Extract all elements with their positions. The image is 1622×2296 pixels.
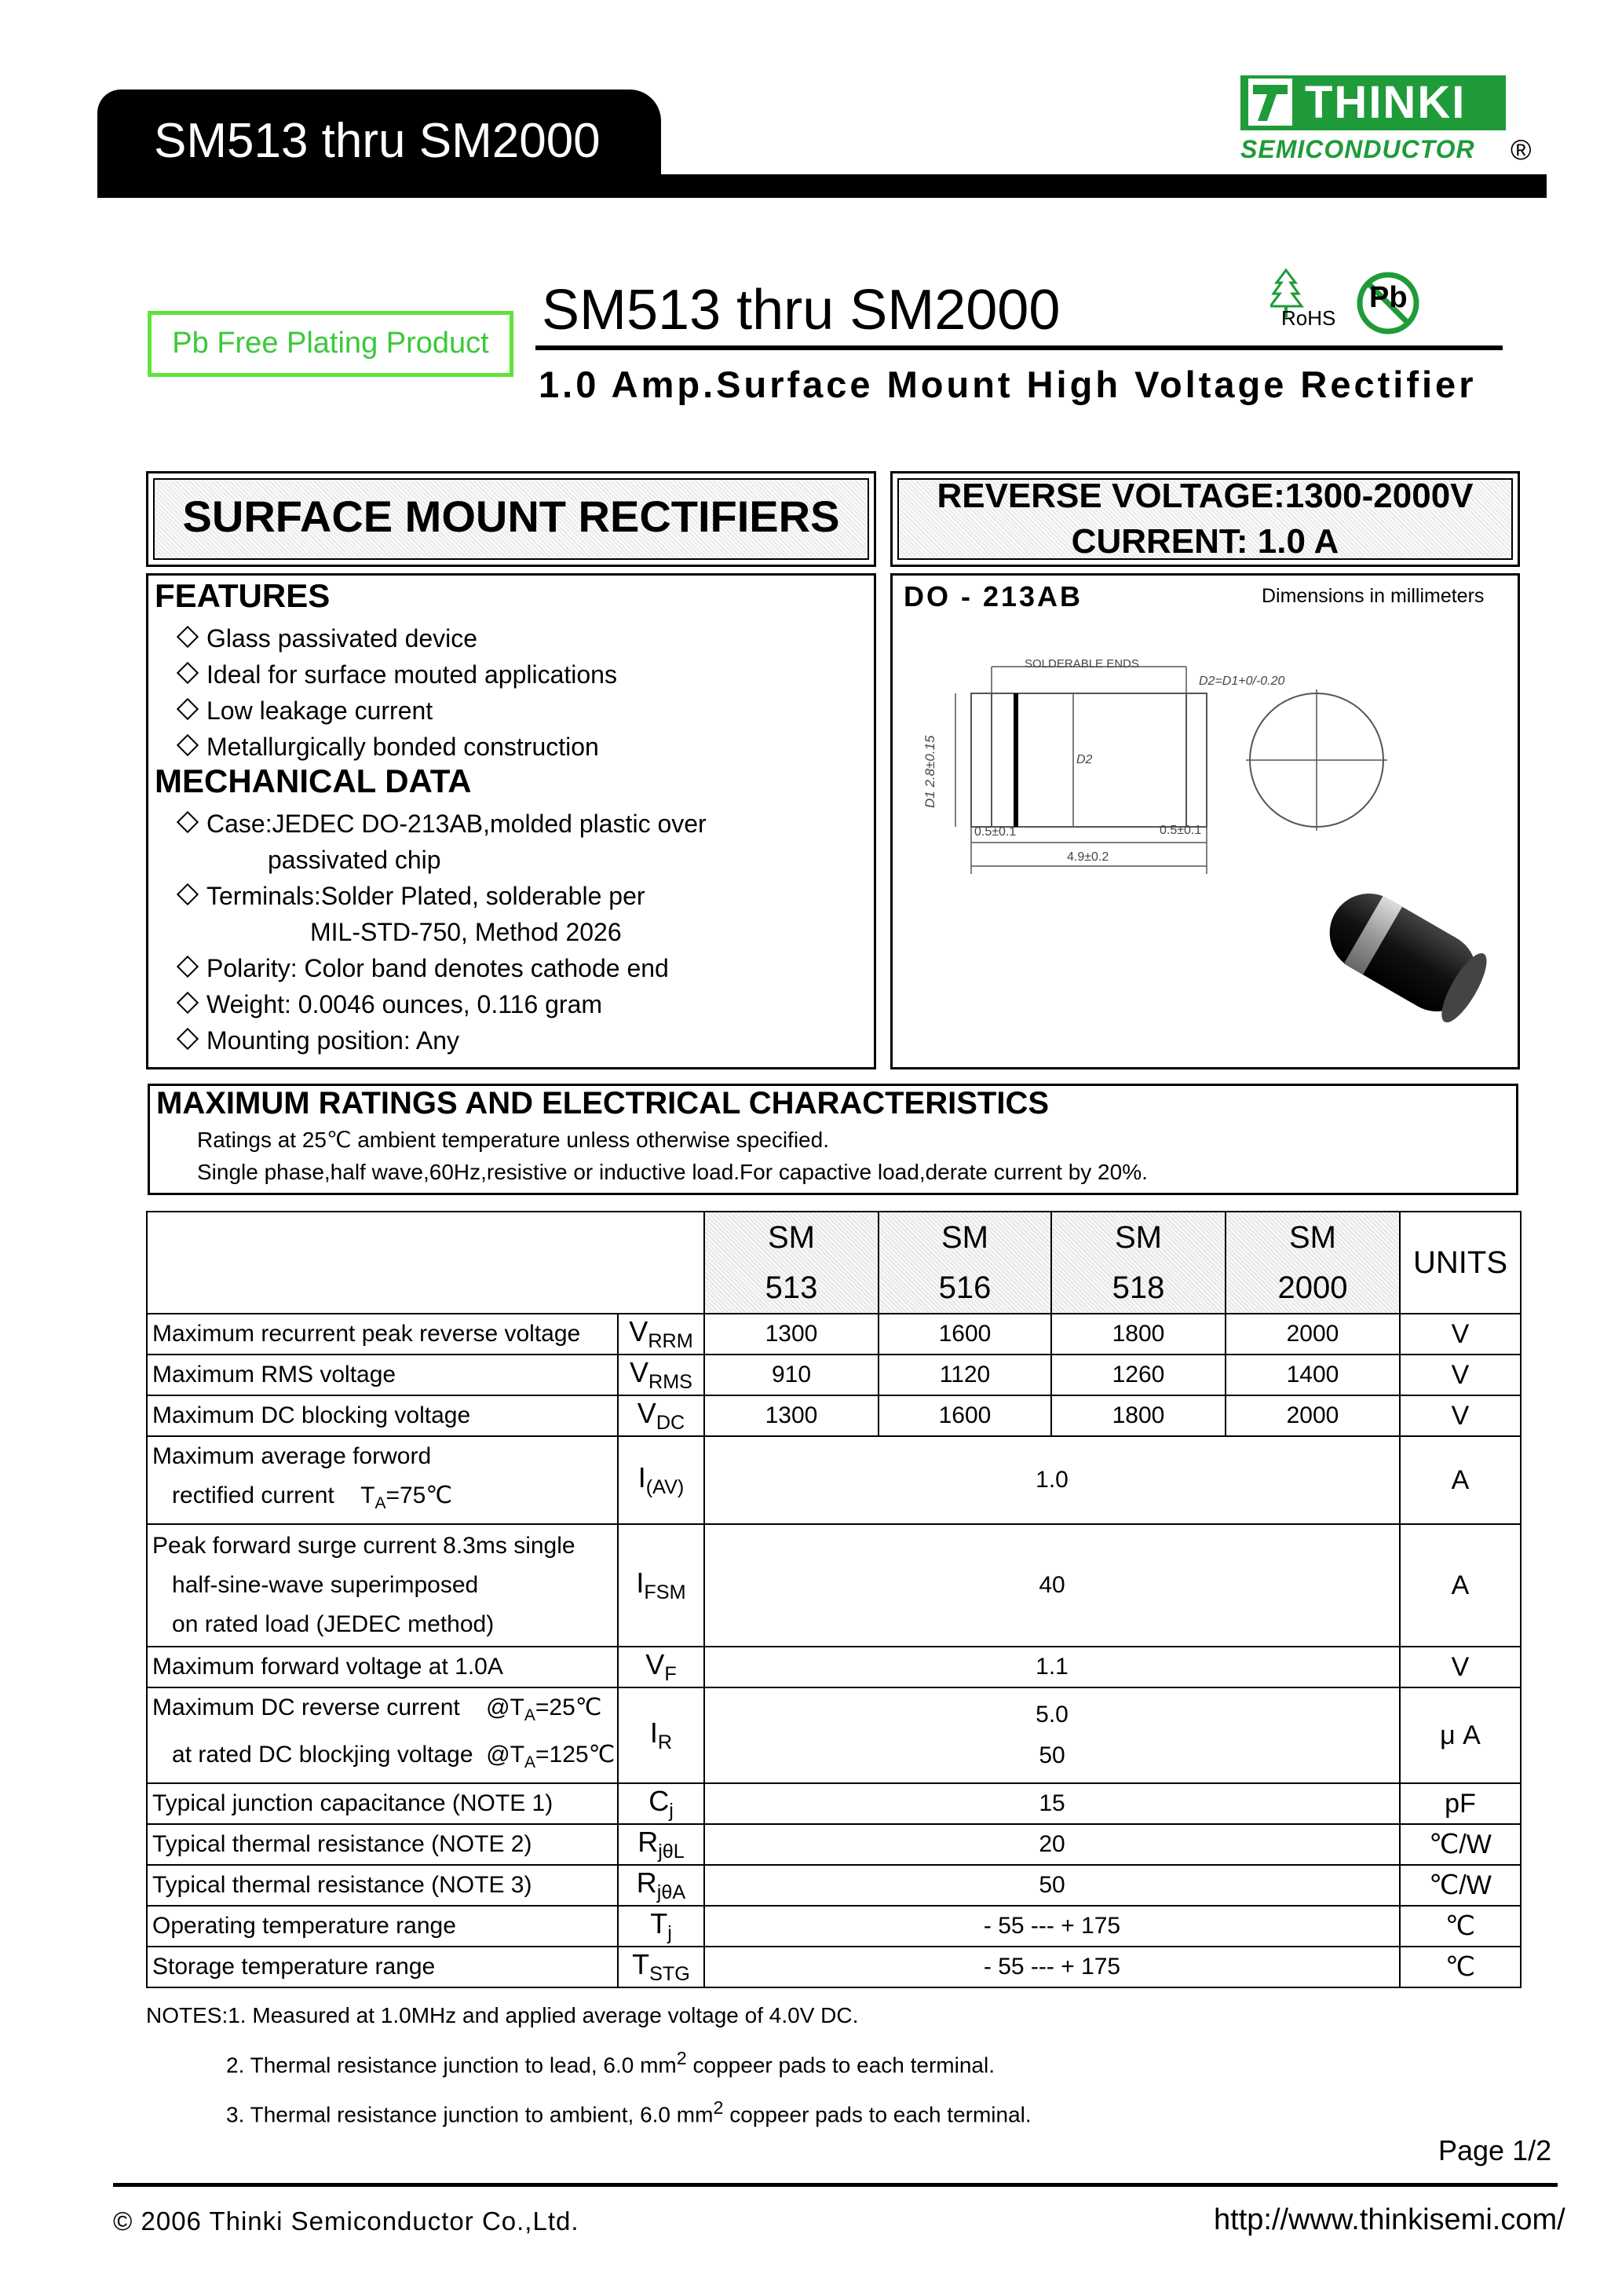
model-header: SM 2000 — [1226, 1212, 1400, 1314]
symbol-cell: $R_{j\theta A}$ — [618, 1865, 704, 1906]
page-subtitle: 1.0 Amp.Surface Mount High Voltage Rectifier — [539, 364, 1477, 405]
mech-item: Polarity: Color band denotes cathode end — [180, 952, 669, 984]
unit-cell: ℃/W — [1400, 1824, 1521, 1865]
symbol-cell: $V_{RRM}$ — [618, 1314, 704, 1355]
symbol-cell: $V_F$ — [618, 1647, 704, 1687]
pb-free-badge: Pb Free Plating Product — [148, 311, 513, 377]
table-row — [147, 1524, 1521, 1647]
package-dimension-box — [890, 573, 1520, 1069]
param-cell: Maximum DC reverse current $@T_A=25℃$ at rated DC blockjing voltage $@T_A=125℃$ — [147, 1687, 618, 1783]
symbol-cell: $I_R$ — [618, 1687, 704, 1783]
page-number: Page 1/2 — [1438, 2134, 1552, 2166]
table-row — [147, 1647, 1521, 1687]
symbol-cell: $V_{DC}$ — [618, 1395, 704, 1436]
mech-item: Mounting position: Any — [180, 1025, 459, 1056]
length-dim: 4.9±0.2 — [1067, 850, 1109, 864]
package-name: DO - 213AB — [904, 580, 1083, 612]
dimension-note: Dimensions in millimeters — [1262, 585, 1485, 607]
param-cell: Maximum RMS voltage — [147, 1355, 618, 1395]
mech-item-cont: passivated chip — [268, 846, 441, 874]
value-cell: 50 — [704, 1865, 1400, 1906]
page-title: SM513 thru SM2000 — [542, 279, 1061, 342]
table-row — [147, 1947, 1521, 1987]
table-row — [147, 1906, 1521, 1947]
value-cell: 1300 — [704, 1395, 879, 1436]
symbol-cell: $R_{j\theta L}$ — [618, 1824, 704, 1865]
value-cell: 20 — [704, 1824, 1400, 1865]
unit-cell: A — [1400, 1436, 1521, 1524]
table-row — [147, 1783, 1521, 1824]
value-cell: - 55 --- + 175 — [704, 1947, 1400, 1987]
website-link[interactable]: http://www.thinkisemi.com/ — [1214, 2203, 1565, 2236]
current-text: CURRENT: 1.0 A — [1071, 522, 1339, 561]
value-cell: 1800 — [1051, 1314, 1226, 1355]
feature-item: Metallurgically bonded construction — [180, 731, 599, 762]
unit-cell: ℃ — [1400, 1947, 1521, 1987]
symbol-cell: $C_j$ — [618, 1783, 704, 1824]
ratings-note-2: Single phase,half wave,60Hz,resistive or inductive load.For capactive load,derate current by 20%. — [197, 1160, 1148, 1184]
unit-cell: V — [1400, 1647, 1521, 1687]
end-left-dim: 0.5±0.1 — [974, 825, 1017, 839]
product-category-text: SURFACE MOUNT RECTIFIERS — [182, 492, 840, 541]
param-cell: Typical thermal resistance (NOTE 2) — [147, 1824, 618, 1865]
param-cell: Maximum recurrent peak reverse voltage — [147, 1314, 618, 1355]
value-cell: 1300 — [704, 1314, 879, 1355]
no-lead-label: Pb — [1369, 281, 1408, 314]
ratings-note-1: Ratings at 25℃ ambient temperature unless otherwise specified. — [197, 1128, 829, 1152]
symbol-cell: $I_{FSM}$ — [618, 1524, 704, 1647]
model-header: SM 513 — [704, 1212, 879, 1314]
header-title: SM513 thru SM2000 — [154, 114, 601, 168]
mech-item: Weight: 0.0046 ounces, 0.116 gram — [180, 989, 602, 1020]
model-header: SM 516 — [879, 1212, 1051, 1314]
model-header: SM 518 — [1051, 1212, 1226, 1314]
unit-cell: V — [1400, 1314, 1521, 1355]
unit-cell: pF — [1400, 1783, 1521, 1824]
rohs-icon — [1270, 267, 1336, 338]
d2-label: D2 — [1076, 753, 1093, 766]
reverse-voltage-text: REVERSE VOLTAGE:1300-2000V — [937, 477, 1474, 515]
table-row — [147, 1436, 1521, 1524]
d1-label: D1 2.8±0.15 — [922, 735, 937, 808]
table-header-row — [147, 1212, 1521, 1314]
ratings-header-box — [148, 1084, 1518, 1195]
param-cell: Peak forward surge current 8.3ms single half-sine-wave superimposed on rated load (JEDEC method) — [147, 1524, 618, 1647]
param-cell: Maximum average forword rectified current $T_A=75℃$ — [147, 1436, 618, 1524]
unit-cell: V — [1400, 1395, 1521, 1436]
thinki-logo — [1240, 75, 1507, 168]
param-cell: Operating temperature range — [147, 1906, 618, 1947]
value-cell: 1120 — [879, 1355, 1051, 1395]
value-cell: 5.0 50 — [704, 1687, 1400, 1783]
value-cell: 2000 — [1226, 1314, 1400, 1355]
value-cell: 1.1 — [704, 1647, 1400, 1687]
mech-item: Case:JEDEC DO-213AB,molded plastic over — [180, 808, 707, 839]
d2-equation: D2=D1+0/-0.20 — [1199, 675, 1285, 688]
title-rule — [535, 345, 1503, 350]
value-cell: 40 — [704, 1524, 1400, 1647]
value-cell: - 55 --- + 175 — [704, 1906, 1400, 1947]
table-row — [147, 1314, 1521, 1355]
mech-item: Terminals:Solder Plated, solderable per — [180, 880, 645, 912]
param-cell: Maximum DC blocking voltage — [147, 1395, 618, 1436]
notes — [146, 1994, 1032, 2137]
feature-item: Low leakage current — [180, 695, 433, 726]
feature-item: Ideal for surface mouted applications — [180, 659, 617, 690]
no-lead-icon — [1355, 270, 1421, 336]
unit-cell: μ A — [1400, 1687, 1521, 1783]
feature-item: Glass passivated device — [180, 623, 477, 654]
unit-cell: V — [1400, 1355, 1521, 1395]
value-cell: 910 — [704, 1355, 879, 1395]
value-cell: 1.0 — [704, 1436, 1400, 1524]
table-row — [147, 1395, 1521, 1436]
symbol-cell: $T_j$ — [618, 1906, 704, 1947]
value-cell: 1600 — [879, 1395, 1051, 1436]
characteristics-table — [146, 1211, 1522, 1988]
mech-item-cont: MIL-STD-750, Method 2026 — [310, 918, 622, 946]
symbol-cell: $T_{STG}$ — [618, 1947, 704, 1987]
param-cell: Storage temperature range — [147, 1947, 618, 1987]
footer-rule — [113, 2183, 1558, 2187]
package-photo — [1301, 874, 1505, 1031]
logo-subtitle: SEMICONDUCTOR — [1240, 135, 1475, 163]
table-row — [147, 1687, 1521, 1783]
param-cell: Maximum forward voltage at 1.0A — [147, 1647, 618, 1687]
features-box — [146, 573, 876, 1069]
unit-cell: A — [1400, 1524, 1521, 1647]
value-cell: 15 — [704, 1783, 1400, 1824]
header-bar — [97, 174, 1547, 198]
symbol-cell: $I_{(AV)}$ — [618, 1436, 704, 1524]
ratings-summary-box — [890, 471, 1520, 567]
value-cell: 1800 — [1051, 1395, 1226, 1436]
ratings-heading: MAXIMUM RATINGS AND ELECTRICAL CHARACTERISTICS — [156, 1086, 1050, 1121]
rohs-label: RoHS — [1281, 306, 1336, 330]
note-3: 3. Thermal resistance junction to ambient, 6.0 $mm^2$ coppeer pads to each terminal. — [226, 2097, 1032, 2127]
unit-cell: ℃/W — [1400, 1865, 1521, 1906]
value-cell: 1260 — [1051, 1355, 1226, 1395]
units-header: UNITS — [1400, 1212, 1521, 1314]
unit-cell: ℃ — [1400, 1906, 1521, 1947]
value-cell: 1600 — [879, 1314, 1051, 1355]
end-right-dim: 0.5±0.1 — [1160, 824, 1202, 837]
copyright: © 2006 Thinki Semiconductor Co.,Ltd. — [113, 2206, 579, 2236]
param-cell: Typical thermal resistance (NOTE 3) — [147, 1865, 618, 1906]
solderable-label: SOLDERABLE ENDS — [1025, 657, 1139, 671]
table-row — [147, 1355, 1521, 1395]
param-cell: Typical junction capacitance (NOTE 1) — [147, 1783, 618, 1824]
table-row — [147, 1824, 1521, 1865]
symbol-cell: $V_{RMS}$ — [618, 1355, 704, 1395]
product-category-box — [146, 471, 876, 567]
note-2: 2. Thermal resistance junction to lead, 6.0 $mm^2$ coppeer pads to each terminal. — [226, 2048, 995, 2078]
logo-name: THINKI — [1305, 77, 1467, 128]
registered-mark: ® — [1511, 133, 1532, 166]
note-1: NOTES:1. Measured at 1.0MHz and applied average voltage of 4.0V DC. — [146, 2003, 859, 2027]
features-heading: FEATURES — [155, 577, 331, 614]
value-cell: 2000 — [1226, 1395, 1400, 1436]
value-cell: 1400 — [1226, 1355, 1400, 1395]
logo-mark-icon — [1248, 79, 1292, 126]
table-row — [147, 1865, 1521, 1906]
mechanical-heading: MECHANICAL DATA — [155, 762, 472, 799]
